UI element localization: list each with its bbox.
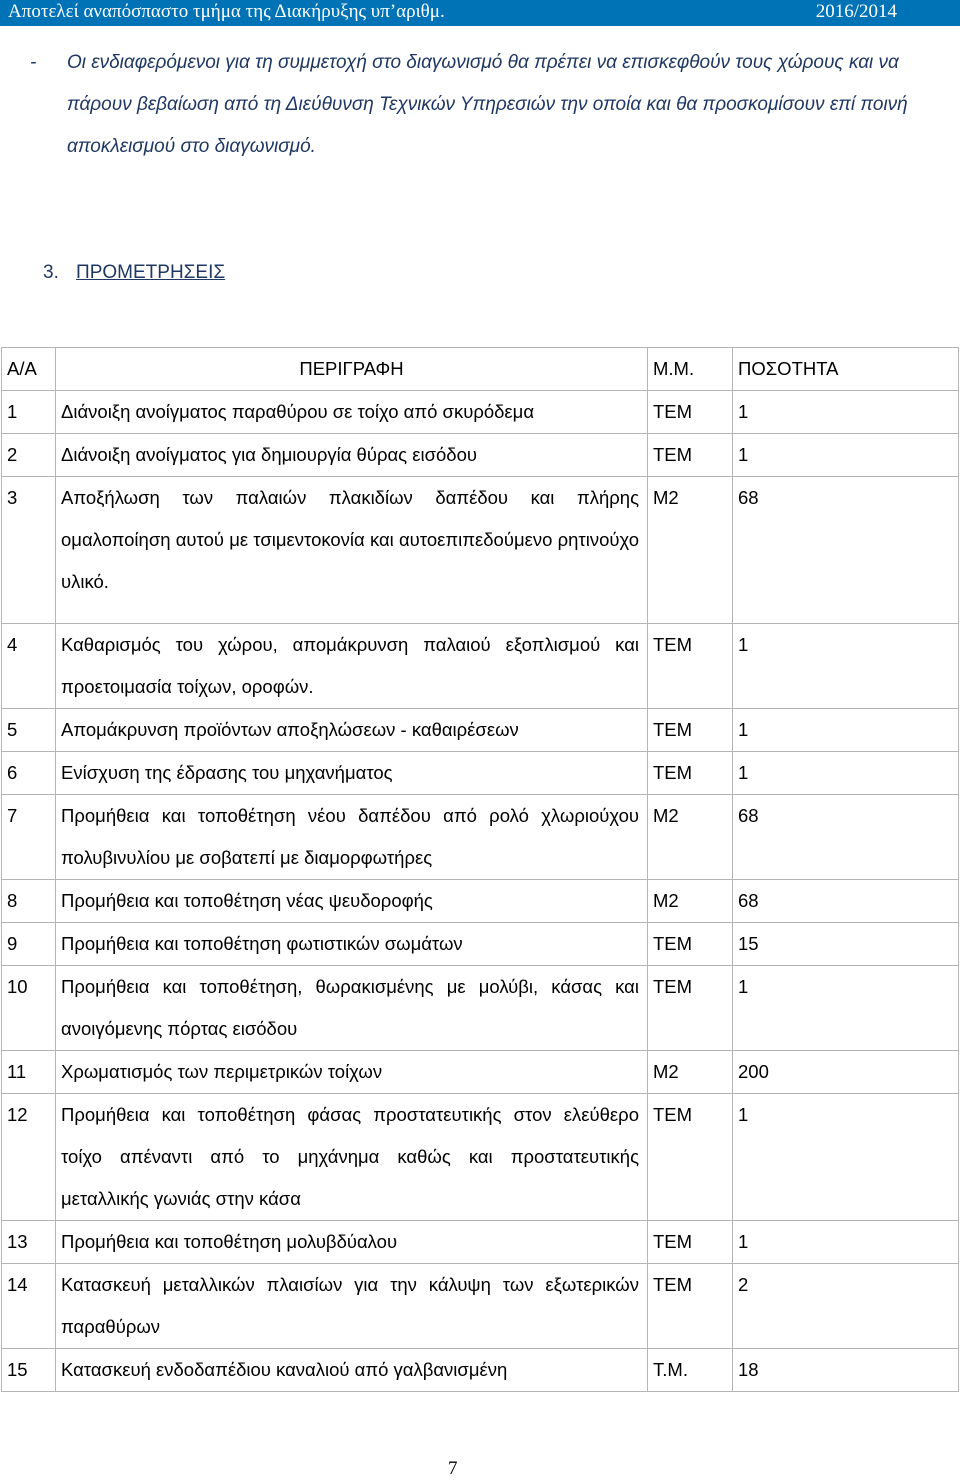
row-quantity: 1	[733, 752, 959, 795]
section-heading	[43, 262, 225, 284]
row-aa: 1	[2, 391, 56, 434]
row-aa: 5	[2, 709, 56, 752]
row-unit: ΤΕΜ	[648, 624, 733, 709]
row-unit: Μ2	[648, 795, 733, 880]
row-description: Διάνοιξη ανοίγματος για δημιουργία θύρας εισόδου	[56, 434, 648, 477]
table-row	[2, 1264, 959, 1349]
row-aa: 11	[2, 1051, 56, 1094]
page-number: 7	[448, 1458, 458, 1479]
header-quantity: ΠΟΣΟΤΗΤΑ	[733, 348, 959, 391]
header-aa: Α/Α	[2, 348, 56, 391]
intro-paragraph	[30, 42, 935, 168]
table-row	[2, 391, 959, 434]
row-quantity: 15	[733, 923, 959, 966]
row-unit: Μ2	[648, 477, 733, 624]
table-row	[2, 795, 959, 880]
row-quantity: 2	[733, 1264, 959, 1349]
row-aa: 4	[2, 624, 56, 709]
row-unit: Μ2	[648, 880, 733, 923]
row-description: Απομάκρυνση προϊόντων αποξηλώσεων - καθαιρέσεων	[56, 709, 648, 752]
table-row	[2, 752, 959, 795]
row-description: Διάνοιξη ανοίγματος παραθύρου σε τοίχο από σκυρόδεμα	[56, 391, 648, 434]
row-description: Προμήθεια και τοποθέτηση φάσας προστατευτικής στον ελεύθερο τοίχο απέναντι από το μηχάνημα καθώς και προστατευτικής μεταλλικής γωνιάς στην κάσα	[56, 1094, 648, 1221]
row-aa: 10	[2, 966, 56, 1051]
row-description: Ενίσχυση της έδρασης του μηχανήματος	[56, 752, 648, 795]
row-description: Κατασκευή ενδοδαπέδιου καναλιού από γαλβανισμένη	[56, 1349, 648, 1392]
row-description: Αποξήλωση των παλαιών πλακιδίων δαπέδου και πλήρης ομαλοποίηση αυτού με τσιμεντοκονία και αυτοεπιπεδούμενο ρητινούχο υλικό.	[56, 477, 648, 624]
table-row	[2, 477, 959, 624]
row-quantity: 68	[733, 795, 959, 880]
row-quantity: 1	[733, 1221, 959, 1264]
row-aa: 13	[2, 1221, 56, 1264]
row-description: Προμήθεια και τοποθέτηση νέου δαπέδου από ρολό χλωριούχου πολυβινυλίου με σοβατεπί με διαμορφωτήρες	[56, 795, 648, 880]
row-unit: ΤΕΜ	[648, 966, 733, 1051]
row-quantity: 1	[733, 624, 959, 709]
row-aa: 14	[2, 1264, 56, 1349]
row-description: Χρωματισμός των περιμετρικών τοίχων	[56, 1051, 648, 1094]
row-description: Καθαρισμός του χώρου, απομάκρυνση παλαιού εξοπλισμού και προετοιμασία τοίχων, οροφών.	[56, 624, 648, 709]
row-aa: 12	[2, 1094, 56, 1221]
table-row	[2, 1094, 959, 1221]
header-description: ΠΕΡΙΓΡΑΦΗ	[56, 348, 648, 391]
table-row	[2, 923, 959, 966]
row-quantity: 68	[733, 880, 959, 923]
row-aa: 7	[2, 795, 56, 880]
table-row	[2, 1221, 959, 1264]
row-description: Κατασκευή μεταλλικών πλαισίων για την κάλυψη των εξωτερικών παραθύρων	[56, 1264, 648, 1349]
table-row	[2, 966, 959, 1051]
row-unit: ΤΕΜ	[648, 1221, 733, 1264]
row-unit: ΤΕΜ	[648, 752, 733, 795]
row-unit: ΤΕΜ	[648, 391, 733, 434]
row-unit: Τ.Μ.	[648, 1349, 733, 1392]
row-unit: ΤΕΜ	[648, 923, 733, 966]
row-quantity: 1	[733, 709, 959, 752]
table-row	[2, 1051, 959, 1094]
row-aa: 8	[2, 880, 56, 923]
row-unit: ΤΕΜ	[648, 1094, 733, 1221]
row-description: Προμήθεια και τοποθέτηση νέας ψευδοροφής	[56, 880, 648, 923]
row-quantity: 1	[733, 434, 959, 477]
row-description: Προμήθεια και τοποθέτηση μολυβδύαλου	[56, 1221, 648, 1264]
row-unit: ΤΕΜ	[648, 434, 733, 477]
row-aa: 9	[2, 923, 56, 966]
row-quantity: 1	[733, 966, 959, 1051]
row-unit: ΤΕΜ	[648, 709, 733, 752]
row-unit: ΤΕΜ	[648, 1264, 733, 1349]
table-row	[2, 709, 959, 752]
row-unit: Μ2	[648, 1051, 733, 1094]
row-description: Προμήθεια και τοποθέτηση φωτιστικών σωμάτων	[56, 923, 648, 966]
row-description: Προμήθεια και τοποθέτηση, θωρακισμένης με μολύβι, κάσας και ανοιγόμενης πόρτας εισόδου	[56, 966, 648, 1051]
row-quantity: 1	[733, 391, 959, 434]
table-row	[2, 880, 959, 923]
row-aa: 3	[2, 477, 56, 624]
row-aa: 15	[2, 1349, 56, 1392]
document-header	[0, 0, 960, 26]
section-number: 3.	[43, 262, 59, 283]
header-left-text: Αποτελεί αναπόσπαστο τμήμα της Διακήρυξης υπ’αριθμ.	[8, 1, 445, 22]
table-row	[2, 1349, 959, 1392]
section-title: ΠΡΟΜΕΤΡΗΣΕΙΣ	[76, 262, 226, 283]
row-quantity: 18	[733, 1349, 959, 1392]
measurements-table	[1, 347, 959, 1392]
header-right-text: 2016/2014	[815, 1, 897, 22]
row-quantity: 68	[733, 477, 959, 624]
table-row	[2, 624, 959, 709]
table-header-row	[2, 348, 959, 391]
intro-text: Οι ενδιαφερόμενοι για τη συμμετοχή στο διαγωνισμό θα πρέπει να επισκεφθούν τους χώρους και να πάρουν βεβαίωση από τη Διεύθυνση Τεχνικών Υπηρεσιών την οποία και θα προσκομίσουν επί ποινή αποκλεισμού στο διαγωνισμό.	[67, 52, 908, 157]
row-quantity: 1	[733, 1094, 959, 1221]
table-row	[2, 434, 959, 477]
row-quantity: 200	[733, 1051, 959, 1094]
row-aa: 2	[2, 434, 56, 477]
header-unit: Μ.Μ.	[648, 348, 733, 391]
intro-bullet: -	[30, 52, 37, 73]
row-aa: 6	[2, 752, 56, 795]
